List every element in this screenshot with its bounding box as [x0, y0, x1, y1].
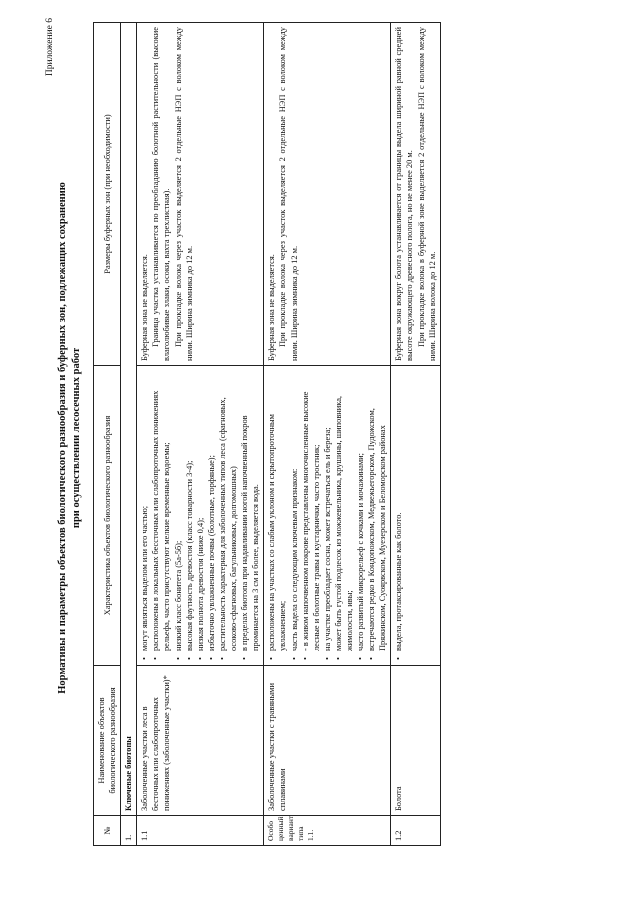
table-header-row [94, 23, 121, 846]
list-item: • на участке преобладает сосна, может встречаться ель и береза; [322, 370, 333, 651]
header-name: Наименование объектов биологического разнообразия [94, 666, 121, 816]
section-title: Ключевые биотопы [121, 23, 137, 816]
row-name: Заболоченные участки с травяными сплавинами [264, 666, 391, 816]
table-row [137, 23, 264, 846]
table-row [391, 23, 440, 846]
row-buffer [264, 23, 391, 366]
list-item: • встречаются редко в Кондопожском, Медвежьегорском, Пудожском, Пряжинском, Суоярвском, Муезерском и Беломорском районах [366, 370, 388, 651]
section-row [121, 23, 137, 846]
list-item: • в пределах биотопа при надавливании ногой напочвенный покров проминается на 3 см и более, выделяется вода. [239, 370, 261, 651]
title-line-2: при осуществлении лесосечных работ [71, 347, 83, 529]
row-num: Особо ценный вариант типа 1.1. [264, 816, 391, 846]
list-item: • расположены на участках со слабым уклоном и скрытопроточным увлажнением; [266, 370, 288, 651]
buffer-text: Граница участка устанавливается по преобладанию болотной растительности (высокие влаголюбивые злаки, осоки, вахта трехлистная). [151, 27, 172, 361]
title-line-1: Нормативы и параметры объектов биологического разнообразия и буферных зон, подлежащих сохранению [57, 182, 68, 694]
row-buffer [137, 23, 264, 366]
buffer-text: При прокладке волока в буферной зоне выделяется 2 отдельные НЭП с волоком между ними. Ширина волока до 12 м. [416, 27, 437, 361]
appendix-label: Приложение 6 [45, 18, 55, 77]
list-item: • низкая полнота древостоя (ниже 0,4); [195, 370, 206, 651]
table-row [264, 23, 391, 846]
list-subitem: - в живом напочвенном покрове представлены многочисленные высокие лесные и болотные травы и кустарнички, часто тростник; [300, 391, 321, 651]
row-num: 1.1 [137, 816, 264, 846]
row-name: Болота [391, 666, 440, 816]
header-characteristics: Характеристика объектов биологического разнообразия [94, 366, 121, 666]
list-item [300, 370, 322, 651]
row-num: 1.2 [391, 816, 440, 846]
document-title [56, 58, 84, 818]
list-item: • низкий класс бонитета (5а-5б); [173, 370, 184, 651]
list-item: • выдела, протаксированные как болото. [393, 370, 404, 651]
list-item: • часто развитый микрорельеф с кочками и мочажинами; [355, 370, 366, 651]
list-item: • растительность характерная для заболоченных типов леса (сфагновых, осоково-сфагновых, багульниковых, долгомошных) [217, 370, 239, 651]
row-name: Заболоченные участки леса в бесточных или слабопроточных понижениях (заболоченные участки)* [137, 666, 264, 816]
buffer-text: При прокладке волока через участок выделяется 2 отдельные НЭП с волоком между ними. Ширина зимника до 12 м. [173, 27, 194, 361]
buffer-text: При прокладке волока через участок выделяется 2 отдельные НЭП с волоком между ними. Ширина зимника до 12 м. [278, 27, 299, 361]
biotopes-table [93, 22, 441, 846]
list-item: • могут являться выделом или его частью; [139, 370, 150, 651]
row-characteristics [137, 366, 264, 666]
list-item: • высокая фаутность древостоя (класс товарности 3-4); [184, 370, 195, 651]
buffer-text: Буферная зона вокруг болота устанавливается от границы выдела шириной равной средней высоте окружающего древесного полога, но не менее 20 м. [394, 27, 415, 361]
list-item: • расположены в локальных бессточных или слабопроточных понижениях рельефа, часто присутствуют мелкие временные водоемы; [150, 370, 172, 651]
header-buffer: Размеры буферных зон (при необходимости) [94, 23, 121, 366]
row-characteristics [264, 366, 391, 666]
row-characteristics [391, 366, 440, 666]
row-buffer [391, 23, 440, 366]
buffer-text: Буферная зона не выделяется. [140, 254, 150, 361]
list-item: • может быть густой подлесок из можжевельника, крушины, шиповника, жимолости, ивы; [333, 370, 355, 651]
list-item: • часть выдела со следующим ключевым признаком: [289, 370, 300, 651]
section-num: 1. [121, 816, 137, 846]
header-num: № [94, 816, 121, 846]
document-page [45, 18, 615, 858]
list-item: • избыточно увлажненные почвы (болотные, торфяные); [206, 370, 217, 651]
buffer-text: Буферная зона не выделяется. [267, 254, 277, 361]
